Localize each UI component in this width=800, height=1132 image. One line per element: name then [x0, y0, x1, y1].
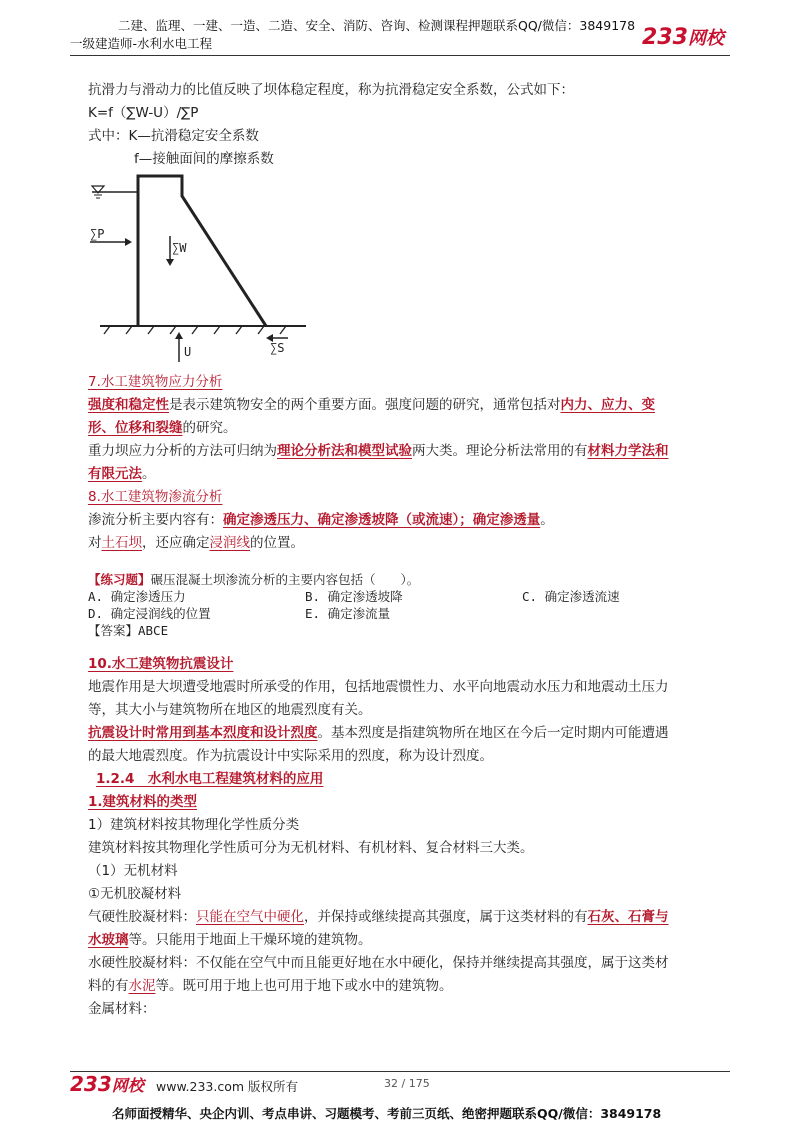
dam-stability-diagram	[80, 170, 320, 370]
section-124-title	[96, 767, 323, 791]
text-fragment: 的位置。	[250, 535, 304, 551]
text-fragment: ，还应确定	[142, 535, 210, 551]
kw-cement: 水泥	[128, 978, 156, 994]
metal-materials-heading: 金属材料：	[88, 1001, 156, 1017]
subsection-material-types	[88, 790, 197, 814]
ground-hatching	[104, 326, 286, 334]
text-fragment: 重力坝应力分析的方法可归纳为	[88, 443, 277, 459]
header-contact-line: 二建、监理、一建、一造、二造、安全、消防、咨询、检测课程押题联系QQ/微信：3849178	[118, 18, 636, 33]
footer-logo	[70, 1072, 144, 1096]
air-hardening-paragraph	[88, 905, 669, 929]
kw-theory-model: 理论分析法和模型试验	[277, 443, 412, 459]
kw-lime-gypsum: 石灰、石膏与	[587, 909, 669, 925]
header-logo-number: 233	[642, 25, 688, 50]
section-7-paragraph-1-cont	[88, 416, 237, 440]
text-fragment: 是表示建筑物安全的两个重要方面。强度问题的研究，通常包括对	[169, 397, 561, 413]
force-w-label: ∑W	[172, 241, 187, 255]
exercise-question	[88, 570, 419, 588]
section-8-paragraph-2	[88, 531, 304, 555]
section-7-paragraph-2-cont	[88, 462, 156, 486]
exercise-question-text: 碾压混凝土坝渗流分析的主要内容包括（ ）。	[150, 572, 420, 587]
section-10-paragraph-2	[88, 721, 669, 745]
inorganic-heading: （1）无机材料	[88, 863, 178, 879]
exercise-option-a: A. 确定渗透压力	[88, 589, 186, 604]
exercise-answer: 【答案】ABCE	[88, 623, 169, 638]
exercise-option-e: E. 确定渗流量	[305, 606, 391, 621]
page-number: 32 / 175	[384, 1077, 430, 1090]
kw-internal-force: 内力、应力、变	[560, 397, 655, 413]
kw-deformation: 形、位移和裂缝	[88, 420, 183, 436]
section-7-title	[88, 370, 222, 394]
air-hardening-paragraph-cont	[88, 928, 372, 952]
section-8-title	[88, 485, 222, 509]
section-124-title-text: 1.2.4 水利水电工程建筑材料的应用	[96, 771, 324, 787]
text-fragment: 。	[142, 466, 156, 482]
text-fragment: 渗流分析主要内容有：	[88, 512, 223, 528]
text-fragment: 料的有	[88, 978, 129, 994]
inorganic-binder-heading: ①无机胶凝材料	[88, 886, 182, 902]
kw-material-mechanics: 材料力学法和	[587, 443, 669, 459]
text-fragment: ，并保持或继续提高其强度，属于这类材料的有	[304, 909, 588, 925]
exercise-tag: 【练习题】	[88, 572, 151, 587]
section-10-paragraph-2-cont: 的最大地震烈度。作为抗震设计中实际采用的烈度，称为设计烈度。	[88, 748, 493, 764]
footer-promo: 名师面授精华、央企内训、考点串讲、习题模考、考前三页纸、绝密押题联系QQ/微信：3849178	[112, 1106, 662, 1121]
section-7-paragraph-2	[88, 439, 669, 463]
text-fragment: 等。只能用于地面上干燥环境的建筑物。	[128, 932, 372, 948]
kw-air-hardening: 只能在空气中硬化	[196, 909, 304, 925]
kw-seepage-contents: 确定渗透压力、确定渗透坡降（或流速）；确定渗透量	[223, 512, 541, 528]
header-rule	[70, 55, 730, 56]
kw-phreatic-line: 浸润线	[209, 535, 250, 551]
text-fragment: 。基本烈度是指建筑物所在地区在今后一定时期内可能遭遇	[317, 725, 669, 741]
kw-water-glass: 水玻璃	[88, 932, 129, 948]
exercise-option-d: D. 确定浸润线的位置	[88, 606, 211, 621]
section-8-title-text: 8.水工建筑物渗流分析	[88, 489, 223, 505]
text-fragment: 两大类。理论分析法常用的有	[412, 443, 588, 459]
subsection-material-types-text: 1.建筑材料的类型	[88, 794, 198, 810]
classification-paragraph: 建筑材料按其物理化学性质可分为无机材料、有机材料、复合材料三大类。	[88, 840, 534, 856]
header-logo-text: 网校	[687, 28, 724, 49]
formula-where-f: f—接触面间的摩擦系数	[134, 151, 274, 167]
kw-finite-element: 有限元法	[88, 466, 142, 482]
footer-copyright: www.233.com 版权所有	[156, 1079, 298, 1094]
text-fragment: 。	[540, 512, 554, 528]
footer-logo-text: 网校	[111, 1076, 144, 1095]
header-subject: 一级建造师-水利水电工程	[70, 36, 213, 51]
force-u-label: U	[184, 345, 192, 359]
exercise-option-b: B. 确定渗透坡降	[305, 589, 403, 604]
formula-where-k: 式中：K—抗滑稳定安全系数	[88, 128, 259, 144]
kw-earth-dam: 土石坝	[101, 535, 142, 551]
footer-logo-number: 233	[70, 1072, 112, 1096]
dam-outline	[138, 176, 266, 326]
header-logo	[642, 24, 724, 50]
section-10-paragraph-1: 地震作用是大坝遭受地震时所承受的作用，包括地震惯性力、水平向地震动水压力和地震动土压力	[88, 679, 669, 695]
hydraulic-paragraph-cont	[88, 974, 453, 998]
footer-rule	[70, 1071, 730, 1072]
kw-strength-stability: 强度和稳定性	[88, 397, 169, 413]
kw-seismic-intensity: 抗震设计时常用到基本烈度和设计烈度	[88, 725, 318, 741]
force-u-arrow	[175, 332, 183, 362]
text-fragment: 对	[88, 535, 102, 551]
force-p-label: ∑P	[90, 227, 105, 241]
section-7-title-text: 7.水工建筑物应力分析	[88, 374, 223, 390]
text-fragment: 气硬性胶凝材料：	[88, 909, 196, 925]
safety-factor-formula: K=f（∑W-U）/∑P	[88, 105, 199, 121]
section-7-paragraph-1	[88, 393, 655, 417]
section-10-title	[88, 652, 233, 676]
text-fragment: 的研究。	[182, 420, 237, 436]
section-10-paragraph-1-cont: 等，其大小与建筑物所在地区的地震烈度有关。	[88, 702, 372, 718]
hydraulic-paragraph: 水硬性胶凝材料：不仅能在空气中而且能更好地在水中硬化，保持并继续提高其强度，属于这类材	[88, 955, 669, 971]
intro-paragraph: 抗滑力与滑动力的比值反映了坝体稳定程度，称为抗滑稳定安全系数，公式如下：	[88, 82, 574, 98]
section-8-paragraph-1	[88, 508, 554, 532]
section-10-title-text: 10.水工建筑物抗震设计	[88, 656, 234, 672]
exercise-option-c: C. 确定渗透流速	[522, 589, 620, 604]
force-s-label: ∑S	[270, 341, 285, 355]
text-fragment: 等。既可用于地上也可用于地下或水中的建筑物。	[155, 978, 453, 994]
classification-heading: 1）建筑材料按其物理化学性质分类	[88, 817, 300, 833]
